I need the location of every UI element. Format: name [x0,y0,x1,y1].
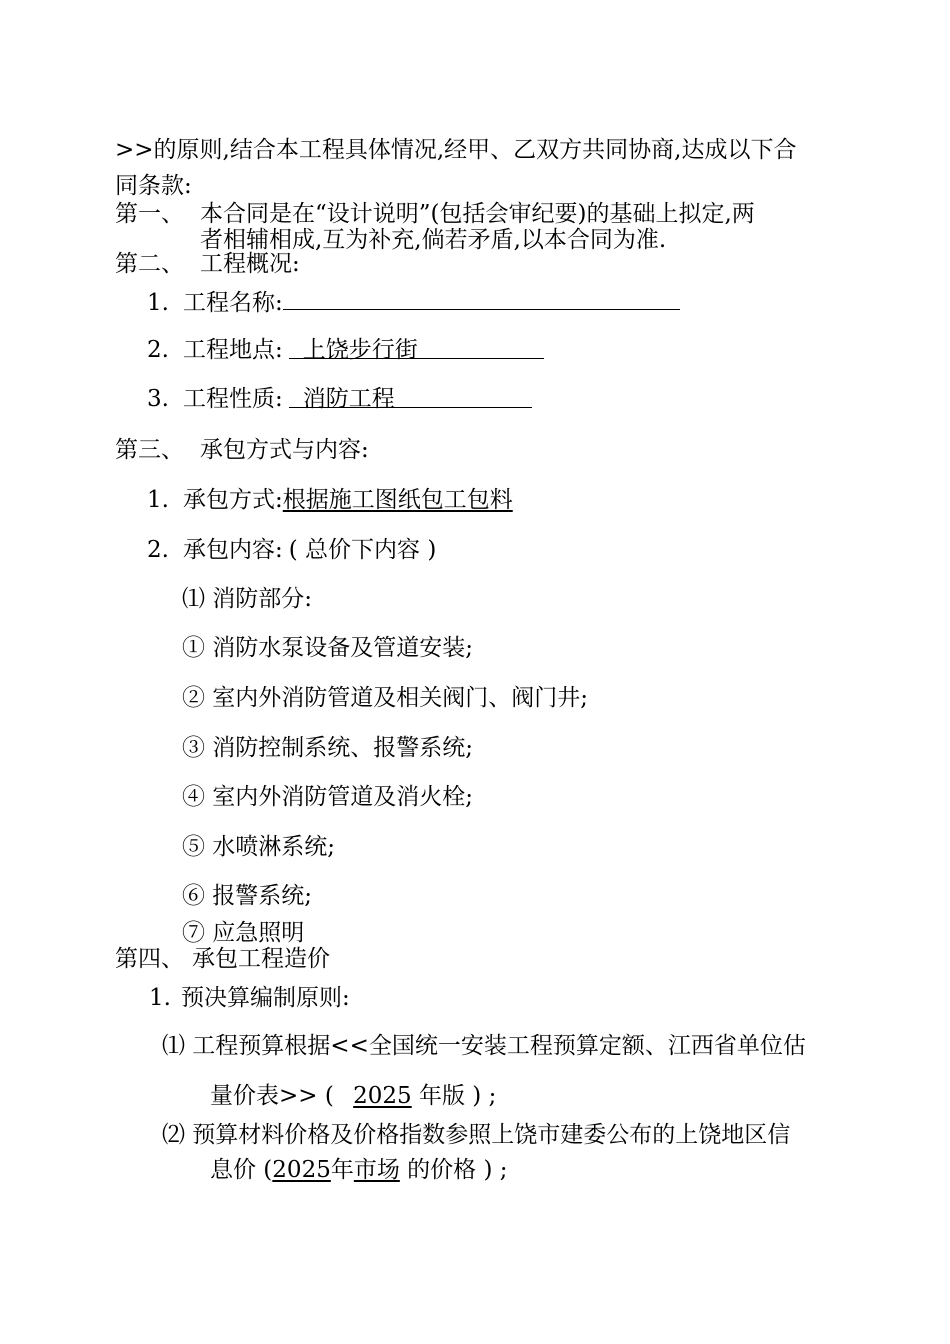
budget-principles-label: 预决算编制原则: [181,985,350,1011]
section-2-title: 工程概况: [200,251,300,277]
material-price-line-2: 息价 (2025年市场 的价格 ) ; [210,1157,508,1183]
scope-item: ③ 消防控制系统、报警系统; [182,735,474,761]
item-number: 1. [147,487,169,513]
contract-content-row [147,536,436,564]
scope-item: ④ 室内外消防管道及消火栓; [182,784,474,810]
project-location-value: 上饶步行街 [289,336,544,359]
contract-content-label: 承包内容: [183,537,283,563]
item-number: 1. [149,985,171,1011]
scope-item: ⑤ 水喷淋系统; [182,834,336,860]
project-location-row [147,336,544,364]
contract-content-note: ( 总价下内容 ) [288,537,437,563]
section-2-label: 第二、 [115,251,184,277]
item-number: 2. [147,337,169,363]
budget-basis-line-2: 量价表>> ( 2025 年版 ) ; [210,1083,497,1109]
project-nature-row [147,385,532,413]
material-price-line-1: ⑵ 预算材料价格及价格指数参照上饶市建委公布的上饶地区信 [162,1122,791,1148]
item-number: 3. [147,386,169,412]
budget-principles-row [149,984,350,1012]
edition-year: 2025 [353,1083,412,1109]
fire-section-heading: ⑴ 消防部分: [182,586,313,612]
section-1-label: 第一、 [115,201,184,227]
contract-method-row [147,486,513,514]
project-nature-label: 工程性质: [183,386,283,412]
project-name-row [147,287,680,317]
section-4-title: 承包工程造价 [192,946,330,972]
market-label: 市场 [353,1157,400,1183]
scope-item: ② 室内外消防管道及相关阀门、阀门井; [182,685,589,711]
project-nature-value: 消防工程 [289,385,532,408]
contract-method-label: 承包方式: [183,487,283,513]
project-location-label: 工程地点: [183,337,283,363]
intro-line-1: >>的原则,结合本工程具体情况,经甲、乙双方共同协商,达成以下合 [115,137,797,163]
scope-item: ⑦ 应急照明 [182,920,305,946]
scope-item: ① 消防水泵设备及管道安装; [182,635,474,661]
item-number: 1. [147,290,169,316]
item-number: 2. [147,537,169,563]
section-1-text-2: 者相辅相成,互为补充,倘若矛盾,以本合同为准. [200,227,667,253]
scope-item: ⑥ 报警系统; [182,883,313,909]
project-name-blank [283,287,680,310]
contract-method-value: 根据施工图纸包工包料 [282,487,513,513]
section-3-label: 第三、 [115,437,184,463]
price-year: 2025 [272,1157,331,1183]
intro-line-2: 同条款: [115,173,192,199]
budget-basis-line-1: ⑴ 工程预算根据<<全国统一安装工程预算定额、江西省单位估 [162,1033,806,1059]
section-1-text-1: 本合同是在“设计说明”(包括会审纪要)的基础上拟定,两 [200,201,755,227]
project-name-label: 工程名称: [183,290,283,316]
section-3-title: 承包方式与内容: [200,437,369,463]
section-4-label: 第四、 [115,946,184,972]
